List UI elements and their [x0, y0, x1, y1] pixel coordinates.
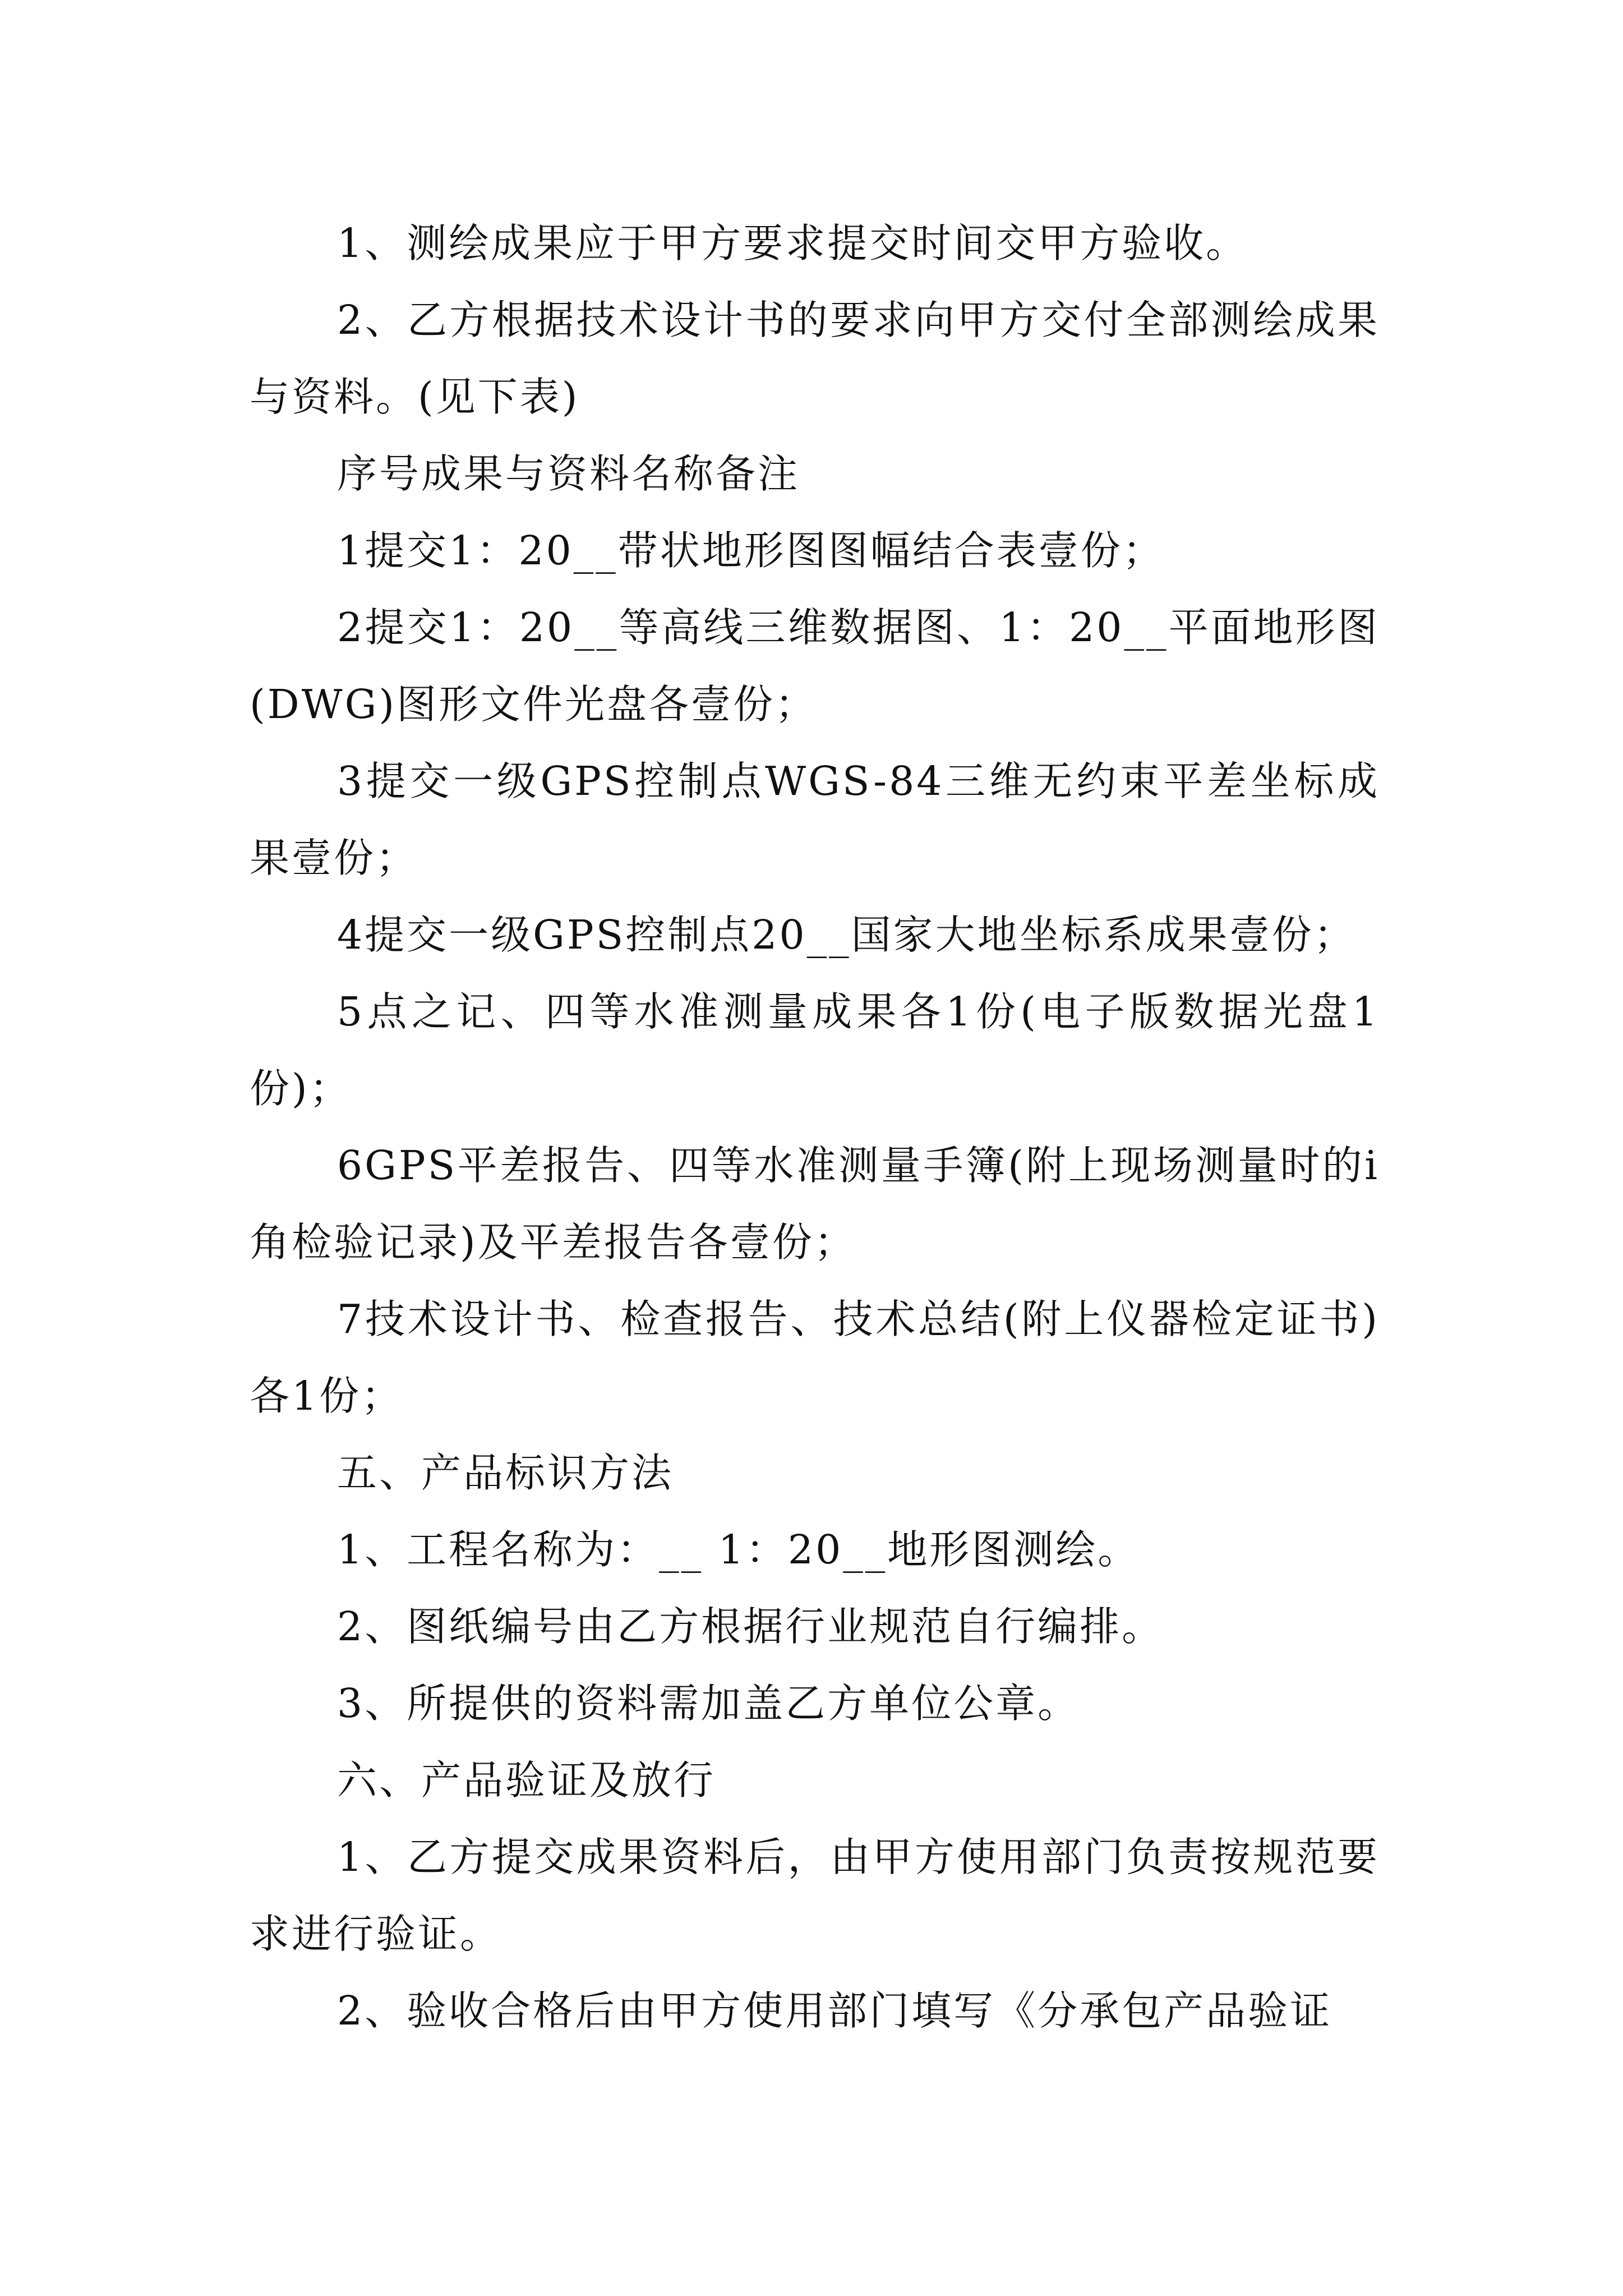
deliverable-item-2: 2提交1：20__等高线三维数据图、1：20__平面地形图(DWG)图形文件光盘各壹份； — [250, 604, 1380, 728]
deliverable-item-3: 3提交一级GPS控制点WGS-84三维无约束平差坐标成果壹份； — [250, 758, 1380, 881]
deliverable-item-7: 7技术设计书、检查报告、技术总结(附上仪器检定证书)各1份； — [250, 1296, 1380, 1419]
deliverable-item-5: 5点之记、四等水准测量成果各1份(电子版数据光盘1份)； — [250, 988, 1380, 1112]
paragraph-official-seal: 3、所提供的资料需加盖乙方单位公章。 — [337, 1680, 1080, 1727]
deliverable-item-1: 1提交1：20__带状地形图图幅结合表壹份； — [337, 527, 1165, 574]
paragraph-drawing-numbering: 2、图纸编号由乙方根据行业规范自行编排。 — [337, 1603, 1164, 1650]
paragraph-submission-time: 1、测绘成果应于甲方要求提交时间交甲方验收。 — [337, 220, 1248, 266]
section-heading-verification-release: 六、产品验证及放行 — [337, 1757, 716, 1803]
document-body — [250, 205, 1380, 2049]
paragraph-project-name: 1、工程名称为：__ 1：20__地形图测绘。 — [337, 1526, 1140, 1573]
deliverable-item-6: 6GPS平差报告、四等水准测量手簿(附上现场测量时的i角检验记录)及平差报告各壹份； — [250, 1142, 1380, 1266]
table-header-line: 序号成果与资料名称备注 — [337, 450, 800, 497]
paragraph-verification: 1、乙方提交成果资料后，由甲方使用部门负责按规范要求进行验证。 — [250, 1834, 1380, 1957]
deliverable-item-4: 4提交一级GPS控制点20__国家大地坐标系成果壹份； — [337, 912, 1356, 958]
paragraph-acceptance: 2、验收合格后由甲方使用部门填写《分承包产品验证 — [337, 1987, 1332, 2034]
paragraph-deliver-results: 2、乙方根据技术设计书的要求向甲方交付全部测绘成果与资料。(见下表) — [250, 297, 1380, 420]
section-heading-product-identification: 五、产品标识方法 — [337, 1450, 674, 1496]
